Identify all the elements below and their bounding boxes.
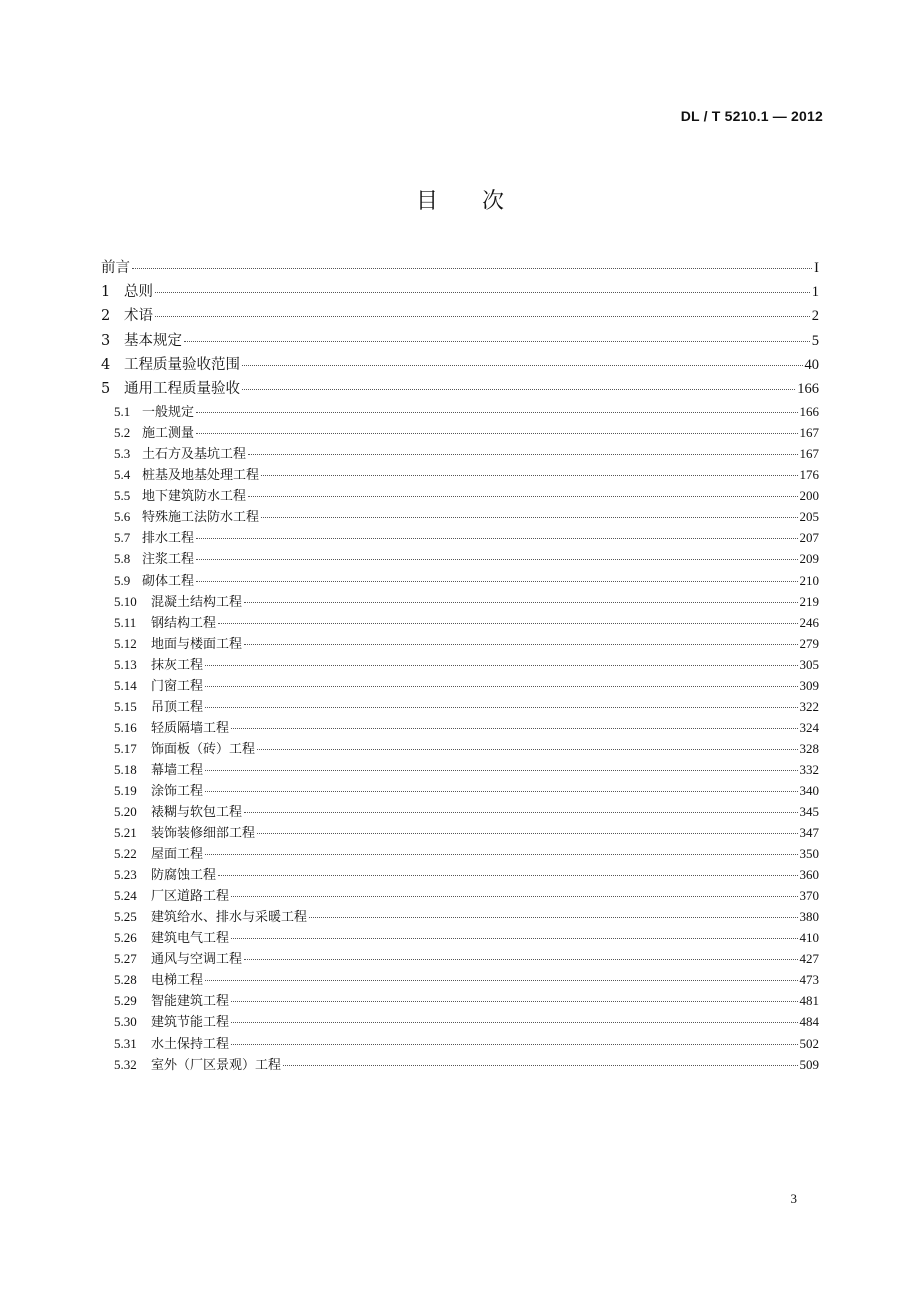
toc-entry-label: 水土保持工程 [151, 1036, 230, 1052]
toc-chapter-entry[interactable] [101, 304, 819, 328]
toc-section-entry[interactable] [101, 633, 819, 654]
toc-entry-label: 裱糊与软包工程 [151, 805, 243, 821]
toc-entry-page: 509 [799, 1056, 819, 1072]
toc-section-entry[interactable] [101, 506, 819, 527]
page-title: 目次 [415, 189, 548, 214]
toc-section-entry[interactable] [101, 1033, 819, 1054]
toc-leader-dots [218, 623, 797, 624]
toc-entry-label: 地下建筑防水工程 [142, 489, 247, 505]
toc-entry-label: 术语 [124, 308, 153, 325]
toc-leader-dots [244, 959, 797, 960]
toc-entry-number: 5.3 [114, 446, 131, 462]
toc-leader-dots [196, 559, 797, 560]
toc-entry-page: 332 [799, 761, 819, 777]
toc-leader-dots [218, 875, 797, 876]
toc-leader-dots [196, 581, 797, 582]
toc-entry-label: 特殊施工法防水工程 [142, 510, 260, 526]
toc-section-entry[interactable] [101, 422, 819, 443]
toc-entry-label: 排水工程 [142, 531, 195, 547]
toc-entry-label: 智能建筑工程 [151, 994, 230, 1010]
toc-entry-page: 205 [799, 509, 819, 525]
toc-entry-label: 土石方及基坑工程 [142, 447, 247, 463]
toc-entry-label: 装饰装修细部工程 [151, 826, 256, 842]
toc-leader-dots [205, 707, 797, 708]
toc-entry-label: 基本规定 [124, 332, 182, 349]
toc-entry-number: 5.23 [114, 867, 137, 883]
toc-leader-dots [283, 1065, 797, 1066]
toc-entry-number: 5.4 [114, 467, 131, 483]
toc-entry-page: 305 [799, 656, 819, 672]
toc-leader-dots [261, 517, 797, 518]
toc-entry-page: 166 [797, 380, 819, 397]
toc-section-entry[interactable] [101, 843, 819, 864]
toc-entry-label: 厂区道路工程 [151, 889, 230, 905]
toc-entry-page: 345 [799, 804, 819, 820]
toc-entry-number: 5.8 [114, 551, 131, 567]
toc-entry-number: 5.27 [114, 951, 137, 967]
toc-entry-number: 5.32 [114, 1056, 137, 1072]
toc-entry-page: I [814, 260, 819, 276]
toc-leader-dots [231, 896, 797, 897]
toc-chapter-entry[interactable] [101, 329, 819, 353]
toc-entry-number: 5.10 [114, 593, 137, 609]
toc-section-entry[interactable] [101, 906, 819, 927]
toc-entry-number: 5.16 [114, 719, 137, 735]
toc-entry-page: 427 [799, 951, 819, 967]
toc-entry-number: 1 [101, 284, 111, 301]
toc-entry-number: 5.9 [114, 572, 131, 588]
toc-entry-label: 吊顶工程 [151, 699, 204, 715]
toc-section-entry[interactable] [101, 927, 819, 948]
toc-section-entry[interactable] [101, 527, 819, 548]
toc-entry-label: 防腐蚀工程 [151, 868, 217, 884]
toc-entry-page: 2 [811, 308, 819, 325]
toc-entry-label: 通风与空调工程 [151, 952, 243, 968]
toc-entry-page: 166 [799, 404, 819, 420]
toc-entry-number: 5.17 [114, 740, 137, 756]
toc-entry-label: 抹灰工程 [151, 657, 204, 673]
toc-entry-label: 施工测量 [142, 426, 195, 442]
toc-entry-page: 484 [799, 1014, 819, 1030]
toc-entry-number: 5 [101, 380, 111, 397]
toc-leader-dots [231, 938, 797, 939]
toc-section-entry[interactable] [101, 612, 819, 633]
toc-entry-number: 5.28 [114, 972, 137, 988]
toc-entry-page: 309 [799, 677, 819, 693]
toc-section-entry[interactable] [101, 948, 819, 969]
toc-entry-number: 5.22 [114, 846, 137, 862]
toc-section-entry[interactable] [101, 990, 819, 1011]
toc-entry-page: 246 [799, 614, 819, 630]
toc-entry-number: 3 [101, 332, 111, 349]
toc-entry-number: 5.13 [114, 656, 137, 672]
toc-leader-dots [155, 316, 810, 317]
toc-entry-page: 350 [799, 846, 819, 862]
toc-leader-dots [184, 341, 810, 342]
toc-leader-dots [257, 833, 797, 834]
toc-entry-page: 360 [799, 867, 819, 883]
toc-section-entry[interactable] [101, 548, 819, 569]
toc-entry-preface[interactable] [101, 256, 819, 280]
toc-section-entry[interactable] [101, 696, 819, 717]
toc-leader-dots [309, 917, 797, 918]
toc-entry-page: 370 [799, 888, 819, 904]
toc-leader-dots [248, 454, 797, 455]
toc-entry-label: 幕墙工程 [151, 762, 204, 778]
toc-entry-page: 167 [799, 446, 819, 462]
toc-entry-label: 工程质量验收范围 [124, 356, 240, 373]
toc-section-entry[interactable] [101, 485, 819, 506]
toc-entry-label: 地面与楼面工程 [151, 636, 243, 652]
toc-section-entry[interactable] [101, 654, 819, 675]
toc-entry-page: 200 [799, 488, 819, 504]
toc-entry-page: 279 [799, 635, 819, 651]
toc-entry-page: 322 [799, 698, 819, 714]
toc-entry-page: 502 [799, 1035, 819, 1051]
toc-entry-number: 5.5 [114, 488, 131, 504]
toc-leader-dots [248, 496, 797, 497]
page-number: 3 [790, 1191, 797, 1206]
toc-entry-number: 5.19 [114, 782, 137, 798]
toc-section-entry[interactable] [101, 759, 819, 780]
toc-section-entry[interactable] [101, 401, 819, 422]
toc-entry-label: 饰面板（砖）工程 [151, 741, 256, 757]
toc-entry-label: 电梯工程 [151, 973, 204, 989]
toc-entry-label: 桩基及地基处理工程 [142, 468, 260, 484]
toc-section-entry[interactable] [101, 864, 819, 885]
toc-entry-label: 建筑电气工程 [151, 931, 230, 947]
toc-entry-label: 轻质隔墙工程 [151, 720, 230, 736]
toc-entry-page: 473 [799, 972, 819, 988]
toc-entry-number: 5.11 [114, 614, 137, 630]
toc-entry-page: 210 [799, 572, 819, 588]
toc-entry-number: 5.7 [114, 530, 131, 546]
table-of-contents [101, 256, 819, 1075]
toc-entry-label: 钢结构工程 [151, 615, 217, 631]
toc-entry-number: 5.12 [114, 635, 137, 651]
toc-entry-label: 屋面工程 [151, 847, 204, 863]
toc-entry-number: 5.18 [114, 761, 137, 777]
toc-entry-number: 5.14 [114, 677, 137, 693]
toc-entry-page: 167 [799, 425, 819, 441]
toc-entry-page: 176 [799, 467, 819, 483]
toc-entry-label: 砌体工程 [142, 573, 195, 589]
toc-entry-page: 410 [799, 930, 819, 946]
toc-entry-page: 209 [799, 551, 819, 567]
toc-entry-page: 481 [799, 993, 819, 1009]
toc-leader-dots [205, 854, 797, 855]
toc-section-entry[interactable] [101, 1054, 819, 1075]
toc-entry-number: 5.20 [114, 804, 137, 820]
toc-entry-page: 328 [799, 740, 819, 756]
toc-leader-dots [231, 1022, 797, 1023]
toc-entry-number: 5.25 [114, 909, 137, 925]
toc-section-entry[interactable] [101, 969, 819, 990]
toc-entry-label: 建筑节能工程 [151, 1015, 230, 1031]
toc-entry-page: 324 [799, 719, 819, 735]
toc-leader-dots [242, 365, 803, 366]
toc-entry-number: 2 [101, 308, 111, 325]
toc-section-entry[interactable] [101, 570, 819, 591]
toc-entry-label: 门窗工程 [151, 678, 204, 694]
toc-entry-page: 340 [799, 782, 819, 798]
toc-section-entry[interactable] [101, 780, 819, 801]
toc-section-entry[interactable] [101, 464, 819, 485]
toc-entry-page: 347 [799, 825, 819, 841]
toc-section-entry[interactable] [101, 1011, 819, 1032]
toc-section-entry[interactable] [101, 885, 819, 906]
toc-leader-dots [244, 602, 797, 603]
toc-entry-page: 5 [811, 332, 819, 349]
toc-entry-number: 5.1 [114, 404, 131, 420]
toc-entry-label: 通用工程质量验收 [124, 380, 240, 397]
toc-entry-number: 5.29 [114, 993, 137, 1009]
toc-chapter-entry[interactable] [101, 280, 819, 304]
toc-leader-dots [132, 268, 812, 269]
toc-section-entry[interactable] [101, 591, 819, 612]
toc-entry-label: 一般规定 [142, 405, 195, 421]
toc-entry-page: 1 [811, 284, 819, 301]
toc-entry-label: 前言 [101, 260, 130, 276]
toc-entry-label: 注浆工程 [142, 552, 195, 568]
toc-leader-dots [196, 412, 797, 413]
toc-entry-page: 219 [799, 593, 819, 609]
toc-section-entry[interactable] [101, 717, 819, 738]
toc-entry-number: 5.30 [114, 1014, 137, 1030]
toc-leader-dots [231, 728, 797, 729]
toc-leader-dots [205, 980, 797, 981]
toc-section-entry[interactable] [101, 822, 819, 843]
toc-section-entry[interactable] [101, 738, 819, 759]
toc-entry-label: 涂饰工程 [151, 783, 204, 799]
toc-entry-number: 5.2 [114, 425, 131, 441]
toc-leader-dots [205, 686, 797, 687]
toc-leader-dots [231, 1044, 797, 1045]
toc-entry-number: 5.6 [114, 509, 131, 525]
toc-entry-label: 总则 [124, 284, 153, 301]
toc-leader-dots [205, 791, 797, 792]
toc-leader-dots [242, 389, 795, 390]
toc-leader-dots [244, 644, 797, 645]
toc-leader-dots [261, 475, 797, 476]
toc-entry-number: 5.24 [114, 888, 137, 904]
toc-section-entry[interactable] [101, 443, 819, 464]
toc-entry-label: 建筑给水、排水与采暖工程 [151, 910, 308, 926]
toc-entry-number: 4 [101, 356, 111, 373]
toc-entry-number: 5.31 [114, 1035, 137, 1051]
toc-entry-label: 混凝土结构工程 [151, 594, 243, 610]
toc-chapter-entry[interactable] [101, 353, 819, 377]
toc-leader-dots [205, 770, 797, 771]
toc-leader-dots [155, 292, 810, 293]
toc-leader-dots [244, 812, 797, 813]
toc-section-entry[interactable] [101, 801, 819, 822]
standard-code: DL / T 5210.1 — 2012 [680, 108, 823, 124]
toc-section-entry[interactable] [101, 675, 819, 696]
toc-entry-number: 5.26 [114, 930, 137, 946]
toc-leader-dots [257, 749, 797, 750]
toc-entry-page: 40 [804, 356, 819, 373]
toc-entry-number: 5.21 [114, 825, 137, 841]
toc-entry-page: 207 [799, 530, 819, 546]
toc-entry-page: 380 [799, 909, 819, 925]
toc-entry-number: 5.15 [114, 698, 137, 714]
toc-leader-dots [196, 538, 797, 539]
toc-leader-dots [231, 1001, 797, 1002]
toc-leader-dots [196, 433, 797, 434]
toc-leader-dots [205, 665, 797, 666]
toc-entry-label: 室外（厂区景观）工程 [151, 1057, 282, 1073]
toc-chapter-entry[interactable] [101, 377, 819, 401]
